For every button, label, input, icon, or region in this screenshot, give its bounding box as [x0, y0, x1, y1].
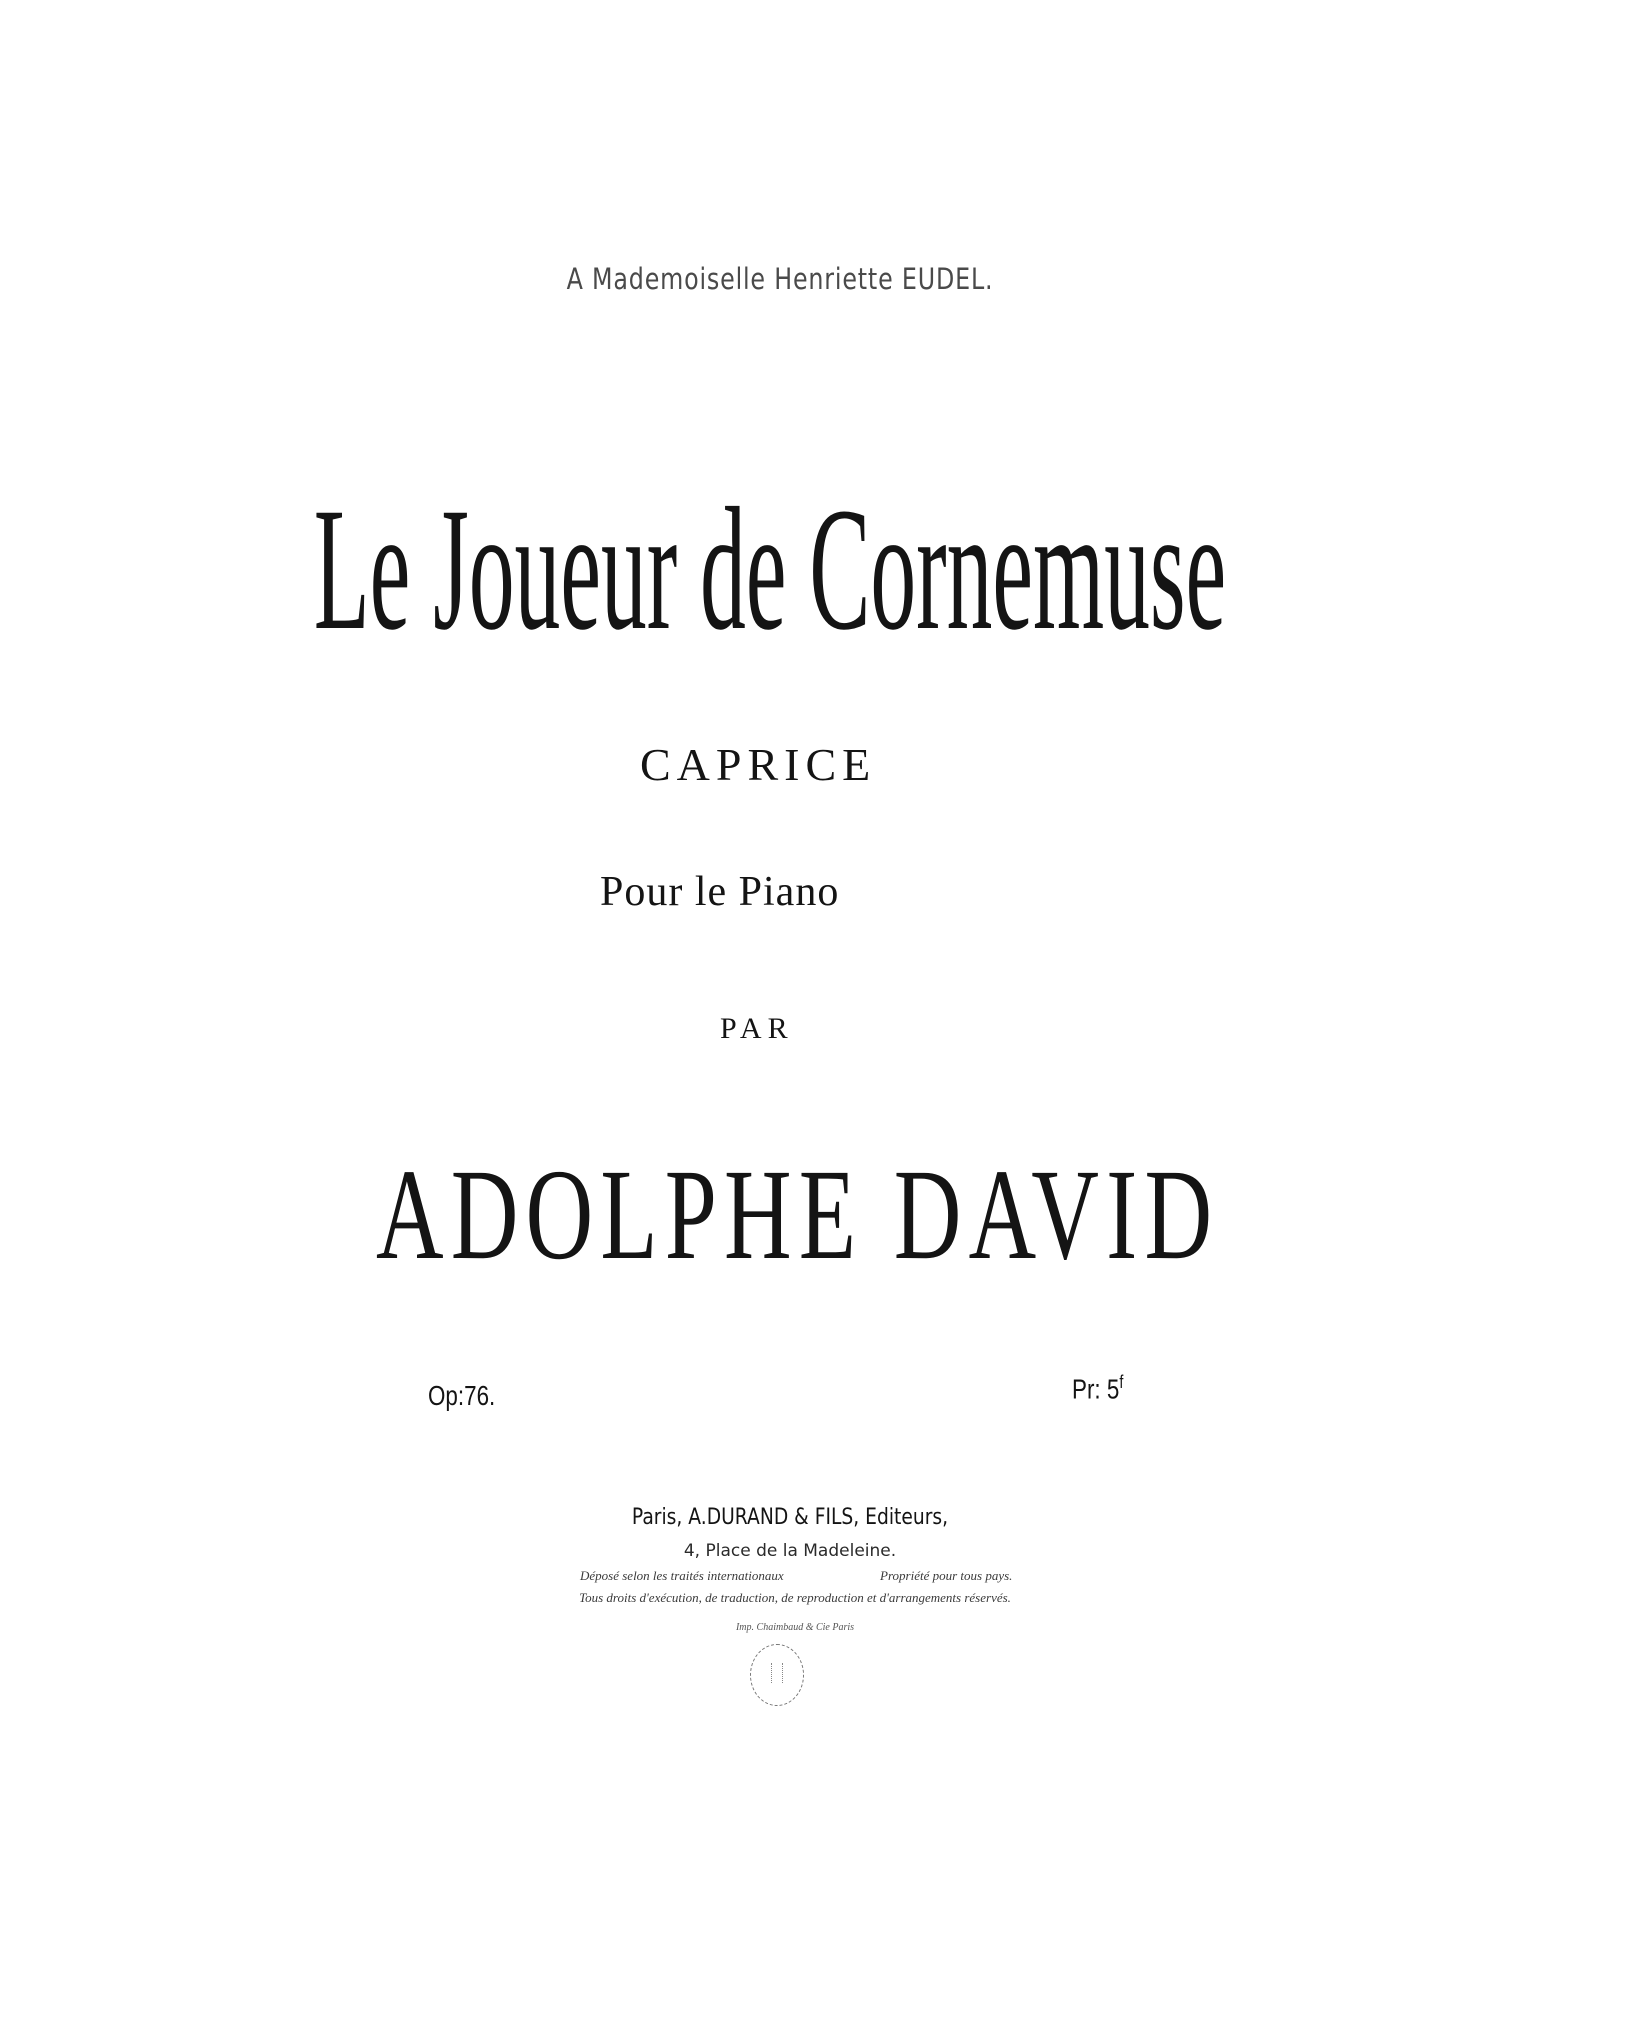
price-unit: f [1119, 1372, 1124, 1392]
title-container [290, 472, 1250, 667]
composer-name: ADOLPHE DAVID [375, 1143, 1220, 1287]
price [1072, 1372, 1123, 1405]
by-line: PAR [720, 1012, 794, 1045]
library-stamp [750, 1644, 804, 1706]
composer-container [375, 1143, 1220, 1290]
opus-number: Op:76. [428, 1380, 496, 1411]
printer-credit: Imp. Chaimbaud & Cie Paris [735, 1622, 855, 1633]
subtitle: CAPRICE [640, 739, 877, 790]
instrument-line: Pour le Piano [600, 869, 840, 915]
legal-deposit: Déposé selon les traités internationaux [580, 1568, 784, 1583]
legal-notice-2: Tous droits d'exécution, de traduction, de reproduction et d'arrangements réservés. [579, 1590, 1011, 1605]
legal-notice-1 [580, 1568, 1013, 1584]
page-title: Le Joueur de Cornemuse [313, 472, 1227, 667]
price-label: Pr: 5 [1072, 1373, 1120, 1405]
legal-property: Propriété pour tous pays. [880, 1568, 1013, 1583]
publisher-address: 4, Place de la Madeleine. [683, 1541, 897, 1561]
dedication: A Mademoiselle Henriette EUDEL. [566, 262, 994, 296]
publisher-name: Paris, A.DURAND & FILS, Editeurs, [631, 1505, 949, 1530]
